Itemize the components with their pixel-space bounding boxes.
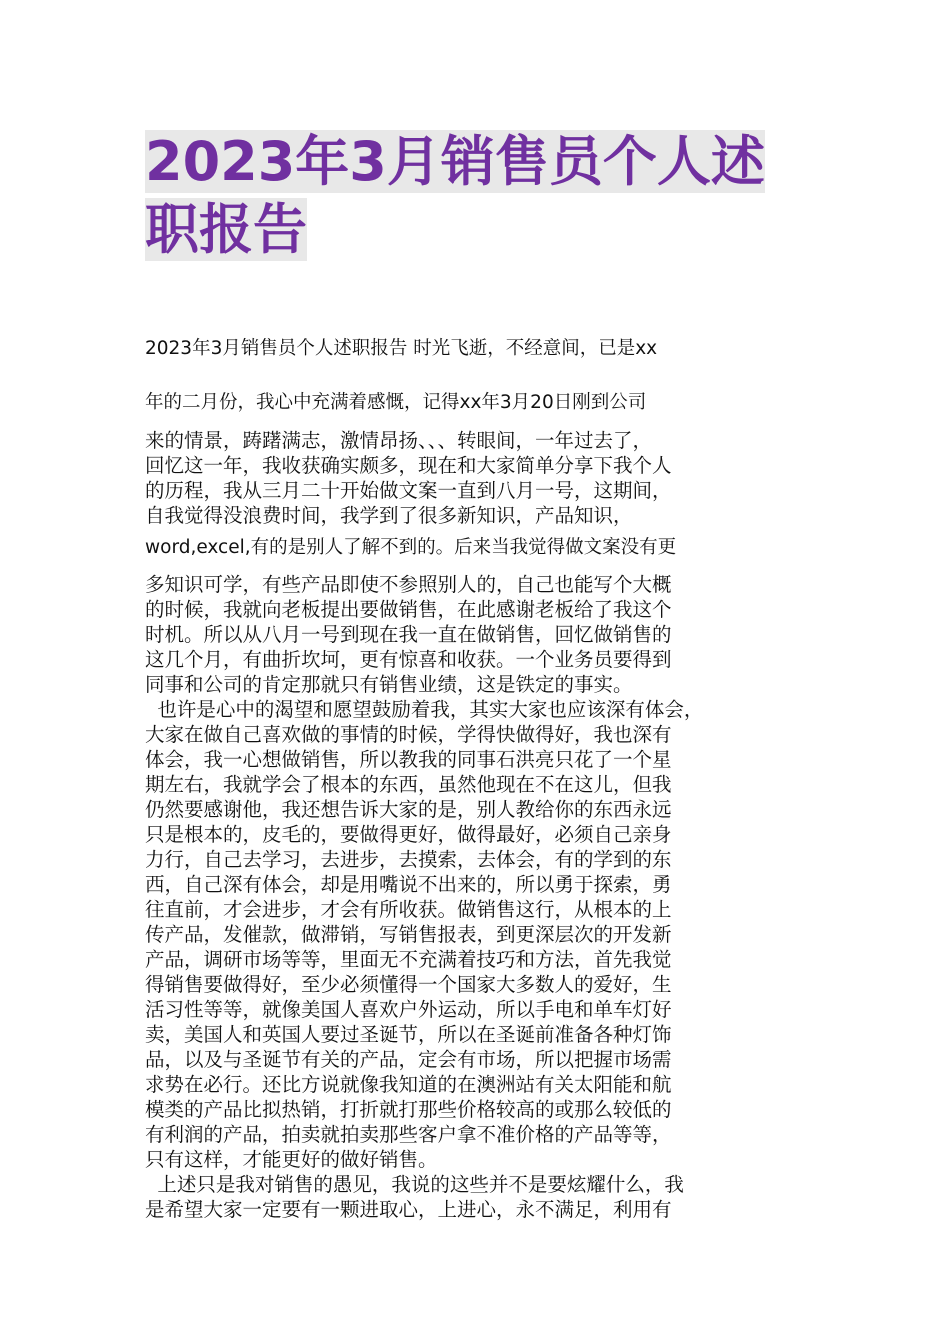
body-line: 只是根本的，皮毛的，要做得更好，做得最好，必须自己亲身 (145, 823, 672, 846)
title-line-2: 职报告 (145, 198, 307, 261)
body-block-4 (145, 572, 810, 1222)
body-line: 是希望大家一定要有一颗进取心，上进心，永不满足，利用有 (145, 1198, 672, 1221)
body-block-2 (145, 428, 810, 528)
title-line-1: 2023年3月销售员个人述 (145, 130, 765, 193)
body-line: 的时候，我就向老板提出要做销售，在此感谢老板给了我这个 (145, 598, 672, 621)
body-line: 往直前，才会进步，才会有所收获。做销售这行，从根本的上 (145, 898, 672, 921)
body-line: 求势在必行。还比方说就像我知道的在澳洲站有关太阳能和航 (145, 1073, 672, 1096)
body-line: 仍然要感谢他，我还想告诉大家的是，别人教给你的东西永远 (145, 798, 672, 821)
body-line: 也许是心中的渴望和愿望鼓励着我，其实大家也应该深有体会， (145, 698, 704, 721)
body-line: 大家在做自己喜欢做的事情的时候，学得快做得好，我也深有 (145, 723, 672, 746)
body-line: 同事和公司的肯定那就只有销售业绩，这是铁定的事实。 (145, 673, 633, 696)
body-line: 自我觉得没浪费时间，我学到了很多新知识，产品知识， (145, 504, 633, 527)
body-block-1 (145, 322, 810, 430)
body-line: 只有这样，才能更好的做好销售。 (145, 1148, 438, 1171)
body-line: 有利润的产品，拍卖就拍卖那些客户拿不准价格的产品等等， (145, 1123, 672, 1146)
body-line: 品，以及与圣诞节有关的产品，定会有市场，所以把握市场需 (145, 1048, 672, 1071)
body-line: 这几个月，有曲折坎坷，更有惊喜和收获。一个业务员要得到 (145, 648, 672, 671)
body-line: 模类的产品比拟热销，打折就打那些价格较高的或那么较低的 (145, 1098, 672, 1121)
document-title (145, 128, 825, 264)
body-block-3 (145, 521, 810, 575)
body-line: 产品，调研市场等等，里面无不充满着技巧和方法，首先我觉 (145, 948, 672, 971)
body-line: 体会，我一心想做销售，所以教我的同事石洪亮只花了一个星 (145, 748, 672, 771)
body-line: 来的情景，踌躇满志，激情昂扬、、、转眼间，一年过去了， (145, 429, 653, 452)
body-line: 传产品，发催款，做滞销，写销售报表，到更深层次的开发新 (145, 923, 672, 946)
body-line: 时机。所以从八月一号到现在我一直在做销售，回忆做销售的 (145, 623, 672, 646)
body-line: 活习性等等，就像美国人喜欢户外运动，所以手电和单车灯好 (145, 998, 672, 1021)
body-line: 得销售要做得好，至少必须懂得一个国家大多数人的爱好，生 (145, 973, 672, 996)
body-line: 上述只是我对销售的愚见，我说的这些并不是要炫耀什么，我 (145, 1173, 684, 1196)
body-line: 多知识可学，有些产品即使不参照别人的，自己也能写个大概 (145, 573, 672, 596)
body-line: 年的二月份，我心中充满着感慨，记得xx年3月20日刚到公司 (145, 392, 647, 413)
body-line: 期左右，我就学会了根本的东西，虽然他现在不在这儿，但我 (145, 773, 672, 796)
body-line: 的历程，我从三月二十开始做文案一直到八月一号，这期间， (145, 479, 672, 502)
body-line: 2023年3月销售员个人述职报告 时光飞逝，不经意间，已是xx (145, 338, 658, 359)
body-line: 力行，自己去学习，去进步，去摸索，去体会，有的学到的东 (145, 848, 672, 871)
body-line: 卖，美国人和英国人要过圣诞节，所以在圣诞前准备各种灯饰 (145, 1023, 672, 1046)
body-line: 西，自己深有体会，却是用嘴说不出来的，所以勇于探索，勇 (145, 873, 672, 896)
body-line: 回忆这一年，我收获确实颇多，现在和大家简单分享下我个人 (145, 454, 672, 477)
body-line: word,excel,有的是别人了解不到的。后来当我觉得做文案没有更 (145, 537, 677, 558)
